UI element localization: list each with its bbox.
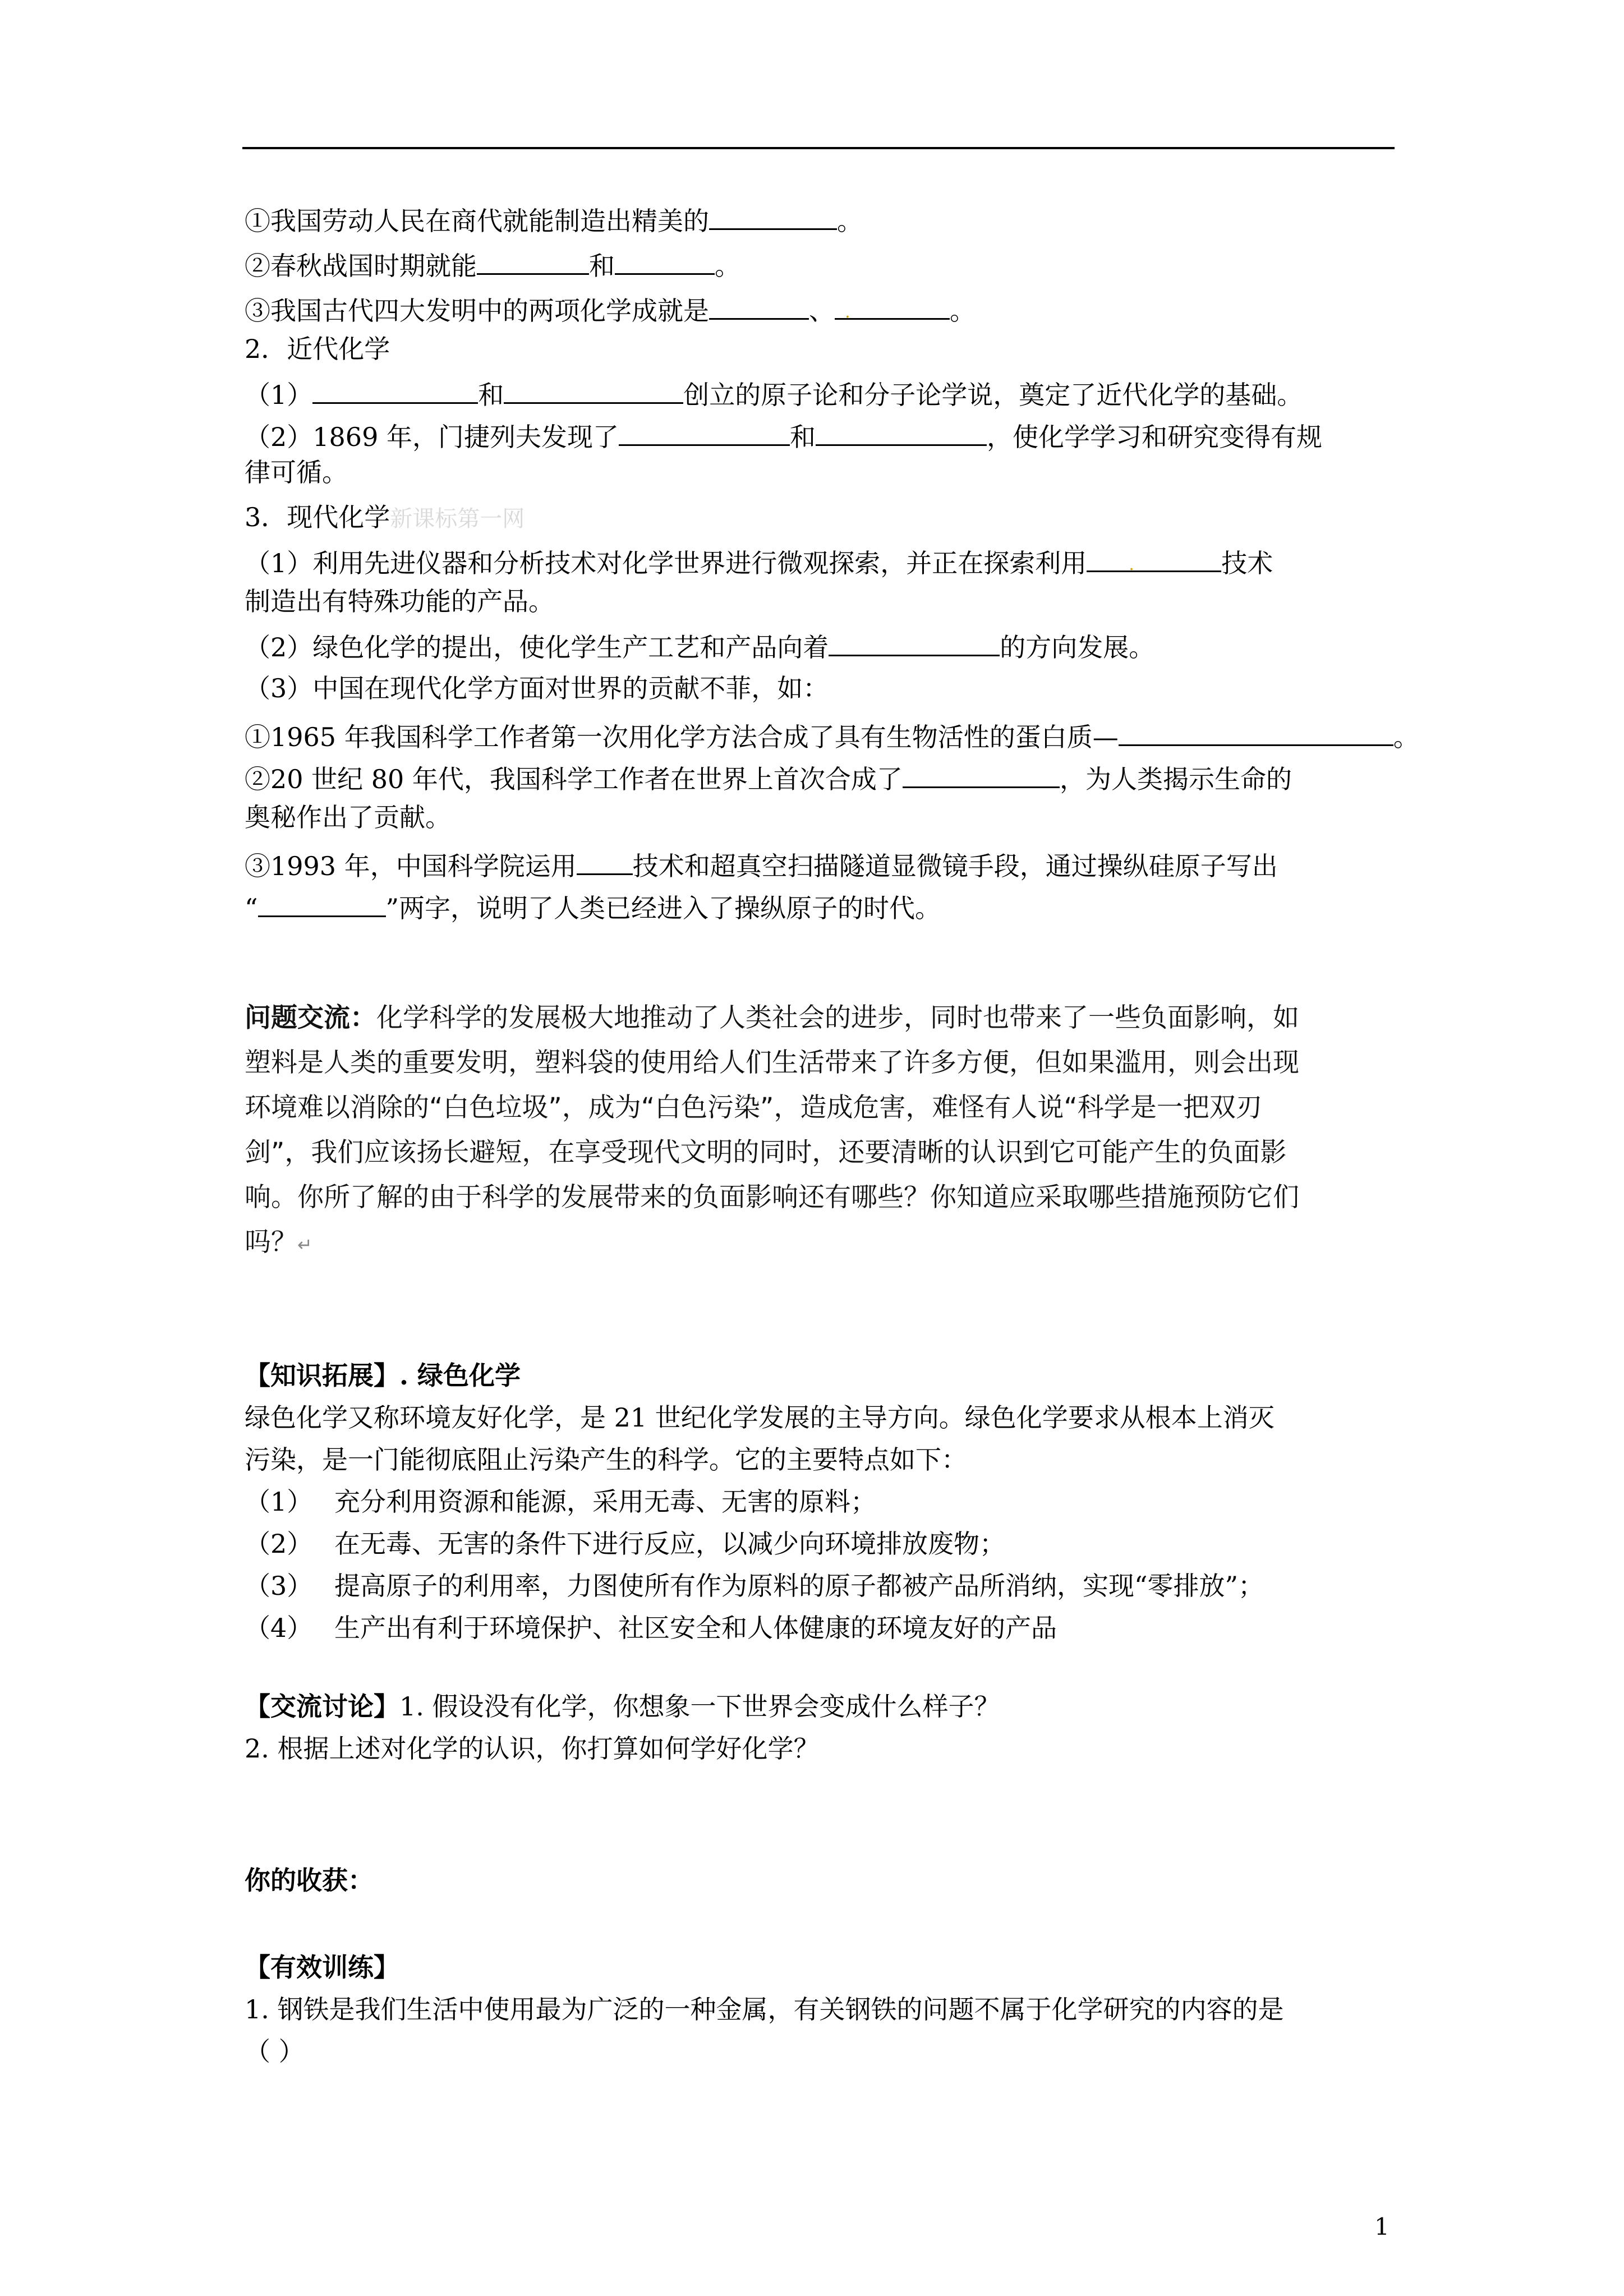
current-item-1-cont: 制造出有特殊功能的产品。 <box>245 586 554 616</box>
training-question-1-paren: （ ） <box>245 2036 305 2067</box>
discussion-q1: 【交流讨论】1. 假设没有化学，你想象一下世界会变成什么样子？ <box>245 1691 1000 1722</box>
green-chemistry-para-1: 绿色化学又称环境友好化学，是 21 世纪化学发展的主导方向。绿色化学要求从根本上消灭 <box>245 1402 1275 1433</box>
contribution-3-cont: “ ”两字，说明了人类已经进入了操纵原子的时代。 <box>245 886 1479 926</box>
blank <box>615 244 715 275</box>
blank <box>1119 715 1393 746</box>
blank <box>504 373 683 404</box>
current-item-2: （2）绿色化学的提出，使化学生产工艺和产品向着 的方向发展。 <box>245 625 1479 665</box>
problem-exchange-line-4: 剑”，我们应该扬长避短，在享受现代文明的同时，还要清晰的认识到它可能产生的负面影 <box>245 1137 1287 1168</box>
green-chemistry-para-2: 污染，是一门能彻底阻止污染产生的科学。它的主要特点如下： <box>245 1444 967 1475</box>
problem-exchange-line-3: 环境难以消除的“白色垃圾”，成为“白色污染”，造成危害，难怪有人说“科学是一把双刃 <box>245 1092 1262 1123</box>
training-question-1: 1. 钢铁是我们生活中使用最为广泛的一种金属，有关钢铁的问题不属于化学研究的内容的是 <box>245 1994 1284 2024</box>
problem-exchange-line-2: 塑料是人类的重要发明，塑料袋的使用给人们生活带来了许多方便，但如果滥用，则会出现 <box>245 1047 1299 1078</box>
return-mark-icon: ↵ <box>297 1234 312 1255</box>
blank <box>816 415 987 446</box>
harvest-label: 你的收获： <box>245 1865 374 1895</box>
section-2-heading: 2．近代化学 <box>245 334 390 364</box>
blank <box>709 289 809 320</box>
ancient-item-3: ③我国古代四大发明中的两项化学成就是 、 . 。 <box>245 289 1479 329</box>
discussion-q2: 2. 根据上述对化学的认识，你打算如何学好化学？ <box>245 1733 820 1764</box>
contribution-3: ③1993 年，中国科学院运用 技术和超真空扫描隧道显微镜手段，通过操纵硅原子写出 <box>245 844 1479 884</box>
training-heading: 【有效训练】 <box>245 1952 399 1982</box>
blank: . <box>1087 541 1221 572</box>
blank <box>709 199 837 230</box>
problem-exchange-line-5: 响。你所了解的由于科学的发展带来的负面影响还有哪些？你知道应采取哪些措施预防它们 <box>245 1182 1299 1213</box>
green-feature-1: （1） 充分利用资源和能源，采用无毒、无害的原料； <box>245 1487 876 1517</box>
current-item-3: （3）中国在现代化学方面对世界的贡献不菲，如： <box>245 673 829 703</box>
modern-item-1: （1） 和 创立的原子论和分子论学说，奠定了近代化学的基础。 <box>245 373 1479 413</box>
header-rule <box>242 147 1395 149</box>
green-feature-2: （2） 在无毒、无害的条件下进行反应，以减少向环境排放废物； <box>245 1529 1005 1559</box>
ancient-item-1: ①我国劳动人民在商代就能制造出精美的 。 <box>245 199 1479 239</box>
blank <box>258 886 386 917</box>
problem-exchange-line-6: 吗？↵ <box>245 1227 312 1258</box>
blank <box>312 373 478 404</box>
contribution-2: ②20 世纪 80 年代，我国科学工作者在世界上首次合成了 ，为人类揭示生命的 <box>245 757 1479 797</box>
watermark-text: 新课标第一网 <box>390 506 525 532</box>
modern-item-2-cont: 律可循。 <box>245 457 348 487</box>
problem-exchange-line-1: 问题交流：化学科学的发展极大地推动了人类社会的进步，同时也带来了一些负面影响，如 <box>245 1002 1299 1033</box>
blank <box>829 625 1000 656</box>
section-3-heading: 3．现代化学新课标第一网 <box>245 502 525 532</box>
modern-item-2: （2）1869 年，门捷列夫发现了 和 ，使化学学习和研究变得有规 <box>245 415 1479 455</box>
current-item-1: （1）利用先进仪器和分析技术对化学世界进行微观探索，并正在探索利用 . 技术 <box>245 541 1479 581</box>
green-feature-3: （3） 提高原子的利用率，力图使所有作为原料的原子都被产品所消纳，实现“零排放”； <box>245 1571 1264 1601</box>
blank <box>619 415 790 446</box>
page-number: 1 <box>1374 2213 1390 2240</box>
blank <box>477 244 589 275</box>
contribution-2-cont: 奥秘作出了贡献。 <box>245 802 451 832</box>
blank <box>577 844 633 875</box>
blank: . <box>835 289 950 320</box>
blank <box>903 757 1060 788</box>
green-chemistry-heading: 【知识拓展】. 绿色化学 <box>245 1360 521 1391</box>
contribution-1: ①1965 年我国科学工作者第一次用化学方法合成了具有生物活性的蛋白质— 。 <box>245 715 1479 755</box>
ancient-item-2: ②春秋战国时期就能 和 。 <box>245 244 1479 284</box>
green-feature-4: （4） 生产出有利于环境保护、社区安全和人体健康的环境友好的产品 <box>245 1613 1057 1643</box>
